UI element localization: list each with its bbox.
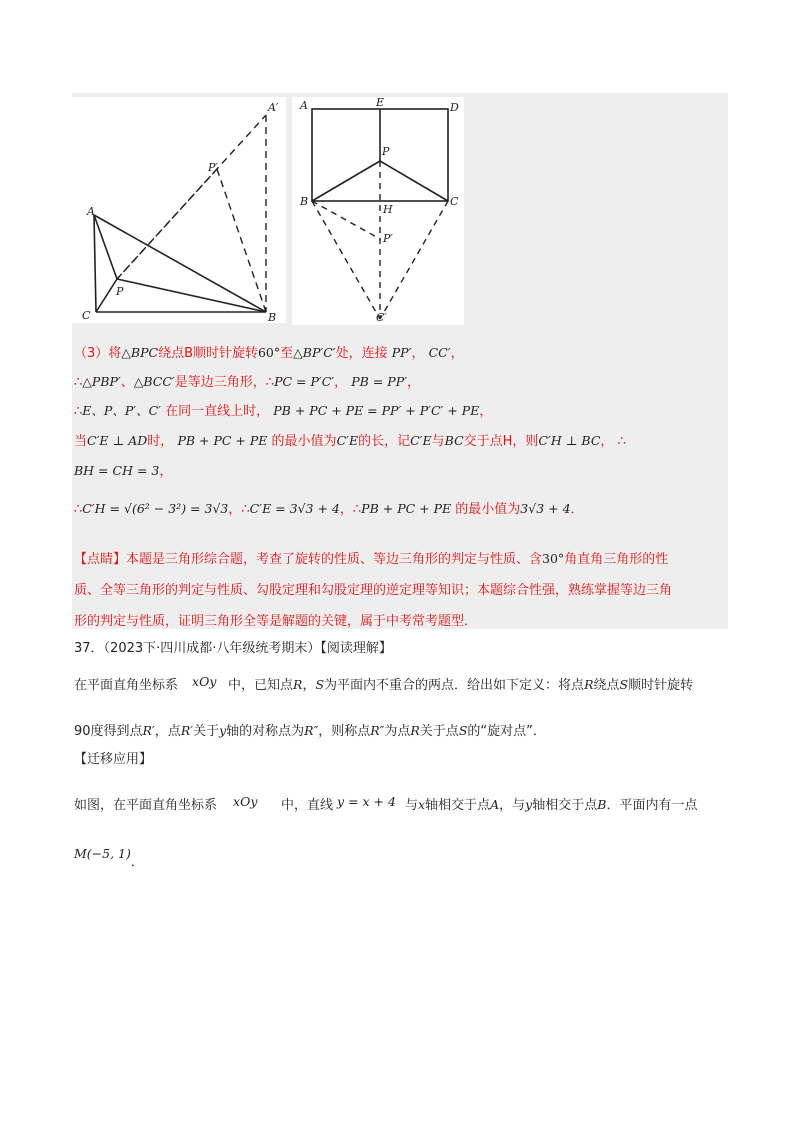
math: x: [418, 797, 426, 812]
math: △PBP′: [82, 374, 121, 389]
therefore-symbol: ∴: [617, 434, 626, 449]
solution-line-2: [74, 373, 420, 392]
segment-AP: [94, 215, 117, 279]
text: 绕点: [593, 678, 620, 693]
label-C: C: [82, 309, 91, 322]
label-C-prime: C′: [376, 311, 387, 324]
text: ．: [570, 502, 584, 517]
solution-line-6: [74, 500, 584, 519]
text: ，: [228, 502, 242, 517]
segment-B-P-prime: [312, 201, 380, 239]
therefore-symbol: ∴: [241, 502, 250, 517]
text: 轴相交于点: [532, 798, 598, 813]
text: 本题是三角形综合题，考查了旋转的性质、等边三角形的判定与性质、含: [126, 552, 543, 567]
figure-right: [292, 97, 464, 325]
segment-PB: [312, 161, 380, 201]
math: BH = CH = 3: [74, 463, 160, 478]
text: ，: [600, 434, 614, 449]
math: R″: [370, 723, 385, 738]
text: ，: [339, 502, 353, 517]
label-B: B: [268, 311, 277, 323]
text: 与: [431, 434, 445, 449]
math: PB + PC + PE: [177, 433, 268, 448]
solution-line-1: [74, 344, 464, 363]
math: xOy: [233, 794, 258, 809]
text: 如图，在平面直角坐标系: [74, 798, 218, 813]
label-P-prime: P′: [208, 161, 218, 174]
text: ，: [450, 346, 464, 361]
math: PB = PP′: [351, 374, 407, 389]
math: △BCC′: [133, 374, 175, 389]
label-B: B: [300, 195, 309, 208]
text: 的最小值为: [455, 502, 521, 517]
text: 绕点B顺时针旋转: [158, 346, 258, 361]
figure-left: [72, 97, 286, 323]
label-A: A: [87, 205, 95, 218]
problem-header: 37．（2023下·四川成都·八年级统考期末）【阅读理解】: [74, 641, 392, 656]
math: PC = P′C′: [274, 374, 335, 389]
therefore-symbol: ∴: [265, 375, 275, 390]
text: （3）将: [74, 346, 122, 361]
text: 、: [120, 375, 134, 390]
label-A-prime: A′: [268, 101, 279, 114]
math: CC′: [428, 345, 451, 360]
figure-left-svg: [72, 97, 286, 323]
segment-C-C-prime: [380, 201, 448, 319]
text: ，: [411, 346, 425, 361]
math: 60°: [257, 345, 281, 360]
label-A: A: [300, 99, 308, 112]
math: xOy: [192, 674, 217, 689]
math: y: [219, 723, 227, 738]
text: 是等边三角形，: [174, 375, 266, 390]
math: 3√3 + 4: [520, 501, 571, 516]
text: 关于点: [419, 724, 459, 739]
text: 90度得到点: [74, 724, 143, 739]
math: R″: [304, 723, 319, 738]
label-C: C: [450, 195, 459, 208]
label-P-prime: P′: [383, 232, 393, 245]
math: y = x + 4: [337, 794, 396, 809]
math: PB + PC + PE = PP′ + P′C′ + PE: [273, 403, 480, 418]
math: C′H ⊥ BC: [538, 433, 601, 448]
problem-line-2: [74, 722, 546, 741]
text: 轴相交于点: [425, 798, 491, 813]
text: 关于: [193, 724, 220, 739]
label-P: P: [382, 145, 390, 158]
solution-line-5: [74, 462, 172, 481]
text: 轴的对称点为: [226, 724, 305, 739]
math: PB + PC + PE: [361, 501, 452, 516]
math: C′H = √(6² − 3²) = 3√3: [82, 501, 229, 516]
comment-line-3: 形的判定与性质，证明三角形全等是解题的关键，属于中考常考题型．: [74, 614, 478, 629]
math: R: [293, 677, 303, 692]
math: R′: [180, 723, 194, 738]
comment-line-2: 质、全等三角形的判定与性质、勾股定理和勾股定理的逆定理等知识；本题综合性强，熟练掌握等边三角: [74, 583, 673, 598]
math: BC: [444, 433, 464, 448]
text: 处，连接: [335, 346, 388, 361]
therefore-symbol: ∴: [74, 404, 83, 419]
segment-PC: [380, 161, 448, 201]
math: C′E: [410, 433, 432, 448]
math: B: [597, 797, 607, 812]
text: 为点: [384, 724, 411, 739]
math: S: [458, 723, 468, 738]
text: 的最小值为: [271, 434, 337, 449]
therefore-symbol: ∴: [352, 502, 362, 517]
math: y: [525, 797, 533, 812]
math: △BPC: [121, 345, 159, 360]
label-E: E: [376, 97, 385, 109]
text: 的“旋对点”．: [467, 724, 546, 739]
segment-PC: [96, 279, 117, 312]
math: R: [410, 723, 420, 738]
text: 中，已知点: [228, 678, 294, 693]
math: C′E = 3√3 + 4: [249, 501, 340, 516]
text: 的长，记: [358, 434, 411, 449]
math: R: [584, 677, 594, 692]
text: ．: [130, 855, 144, 870]
label-H: H: [383, 203, 393, 216]
text: 角直角三角形的性: [564, 552, 669, 567]
segment-PB: [117, 279, 266, 312]
text: ，则称点: [318, 724, 371, 739]
segment-P-prime-B: [217, 169, 266, 312]
segment-AC: [94, 215, 96, 312]
text: ，: [159, 464, 173, 479]
text: 在同一直线上时，: [165, 404, 270, 419]
text: 为平面内不重合的两点．给出如下定义：将点: [324, 678, 585, 693]
text: ，: [479, 404, 493, 419]
comment-block: [74, 543, 724, 637]
text: 交于点H，则: [463, 434, 539, 449]
math: C′E ⊥ AD: [87, 433, 148, 448]
subheading-migration: 【迁移应用】: [74, 752, 153, 767]
math: 30°: [542, 551, 565, 566]
problem-line-3: [74, 796, 697, 815]
figure-right-svg: [292, 97, 464, 325]
therefore-symbol: ∴: [74, 375, 83, 390]
math: R′: [142, 723, 155, 738]
text: ，与: [499, 798, 526, 813]
solution-line-3: [74, 402, 492, 421]
text: 时，: [147, 434, 174, 449]
text: ．平面内有一点: [606, 798, 698, 813]
problem-line-1: [74, 676, 693, 695]
math: C′E: [336, 433, 359, 448]
math: △BP′C′: [293, 345, 336, 360]
text: ，: [406, 375, 420, 390]
math: A: [490, 797, 500, 812]
solution-line-4: [74, 432, 626, 451]
text: 当: [74, 434, 88, 449]
text: 中，直线: [281, 798, 334, 813]
comment-heading: 【点睛】: [74, 552, 127, 567]
therefore-symbol: ∴: [74, 502, 83, 517]
math: S: [619, 677, 629, 692]
comment-line-1: [74, 543, 724, 575]
text: 顺时针旋转: [628, 678, 694, 693]
text: 与: [405, 798, 419, 813]
point-M: M(−5, 1): [74, 846, 131, 861]
math: E、P、P′、C′: [82, 403, 161, 418]
label-P: P: [116, 285, 124, 298]
math: S: [315, 677, 325, 692]
text: ，: [334, 375, 348, 390]
problem-line-4: [74, 845, 144, 870]
text: 在平面直角坐标系: [74, 678, 179, 693]
segment-B-C-prime: [312, 201, 380, 319]
label-D: D: [450, 101, 459, 114]
text: ，: [302, 678, 316, 693]
text: 至: [280, 346, 294, 361]
math: PP′: [391, 345, 412, 360]
text: ，点: [154, 724, 181, 739]
